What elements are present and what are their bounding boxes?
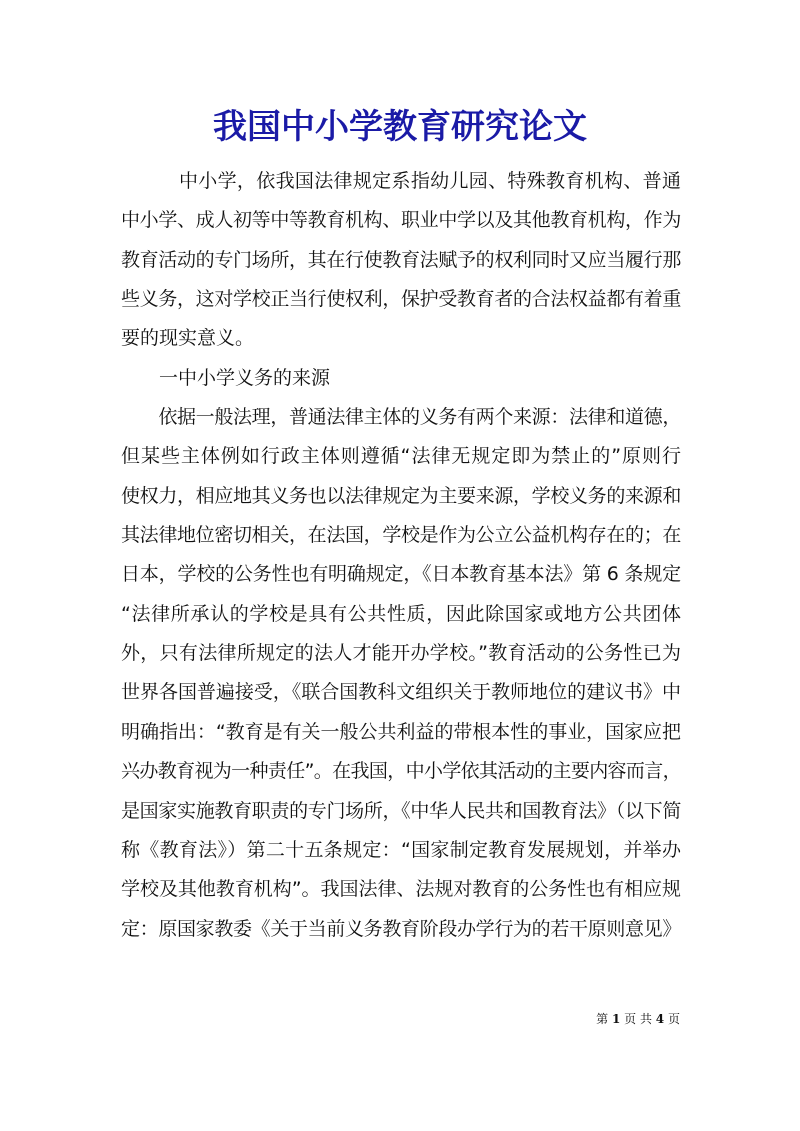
text-line: 要的现实意义。 [121, 327, 255, 350]
text-line: 些义务，这对学校正当行使权利，保护受教育者的合法权益都有着重 [121, 288, 682, 311]
page-number-footer [560, 1010, 680, 1027]
text-line: 明确指出：“教育是有关一般公共利益的带根本性的事业，国家应把 [121, 720, 681, 743]
current-page-number: 1 [611, 1012, 621, 1026]
text-line: 外，只有法律所规定的法人才能开办学校。”教育活动的公务性已为 [121, 642, 681, 665]
text-line: 兴办教育视为一种责任”。在我国，中小学依其活动的主要内容而言， [121, 760, 681, 783]
footer-middle: 页 共 [624, 1012, 652, 1026]
section-heading: 一中小学义务的来源 [121, 366, 331, 389]
text-line: 但某些主体例如行政主体则遵循“法律无规定即为禁止的”原则行 [121, 445, 681, 468]
footer-suffix: 页 [667, 1012, 680, 1026]
document-body [121, 162, 681, 949]
text-line: 世界各国普遍接受，《联合国教科文组织关于教师地位的建议书》中 [121, 681, 681, 704]
total-page-number: 4 [655, 1012, 665, 1026]
text-line: “法律所承认的学校是具有公共性质，因此除国家或地方公共团体 [121, 602, 681, 625]
text-line: 日本，学校的公务性也有明确规定，《日本教育基本法》第 6 条规定 [121, 563, 681, 586]
text-line: 依据一般法理，普通法律主体的义务有两个来源：法律和道德， [121, 406, 682, 429]
text-line: 称《教育法》）第二十五条规定：“国家制定教育发展规划，并举办 [121, 838, 681, 861]
text-line: 教育活动的专门场所，其在行使教育法赋予的权利同时又应当履行那 [121, 248, 682, 271]
footer-prefix: 第 [596, 1012, 609, 1026]
text-line: 中小学，依我国法律规定系指幼儿园、特殊教育机构、普通 [121, 170, 681, 192]
text-line: 学校及其他教育机构”。我国法律、法规对教育的公务性也有相应规 [121, 878, 681, 901]
text-line: 中小学、成人初等中等教育机构、职业中学以及其他教育机构，作为 [121, 209, 682, 232]
text-line: 使权力，相应地其义务也以法律规定为主要来源，学校义务的来源和 [121, 484, 682, 507]
text-line: 是国家实施教育职责的专门场所，《中华人民共和国教育法》（以下简 [121, 799, 682, 822]
document-title: 我国中小学教育研究论文 [213, 107, 587, 147]
text-line: 其法律地位密切相关，在法国，学校是作为公立公益机构存在的；在 [121, 524, 682, 547]
text-line: 定：原国家教委《关于当前义务教育阶段办学行为的若干原则意见》 [121, 917, 682, 940]
